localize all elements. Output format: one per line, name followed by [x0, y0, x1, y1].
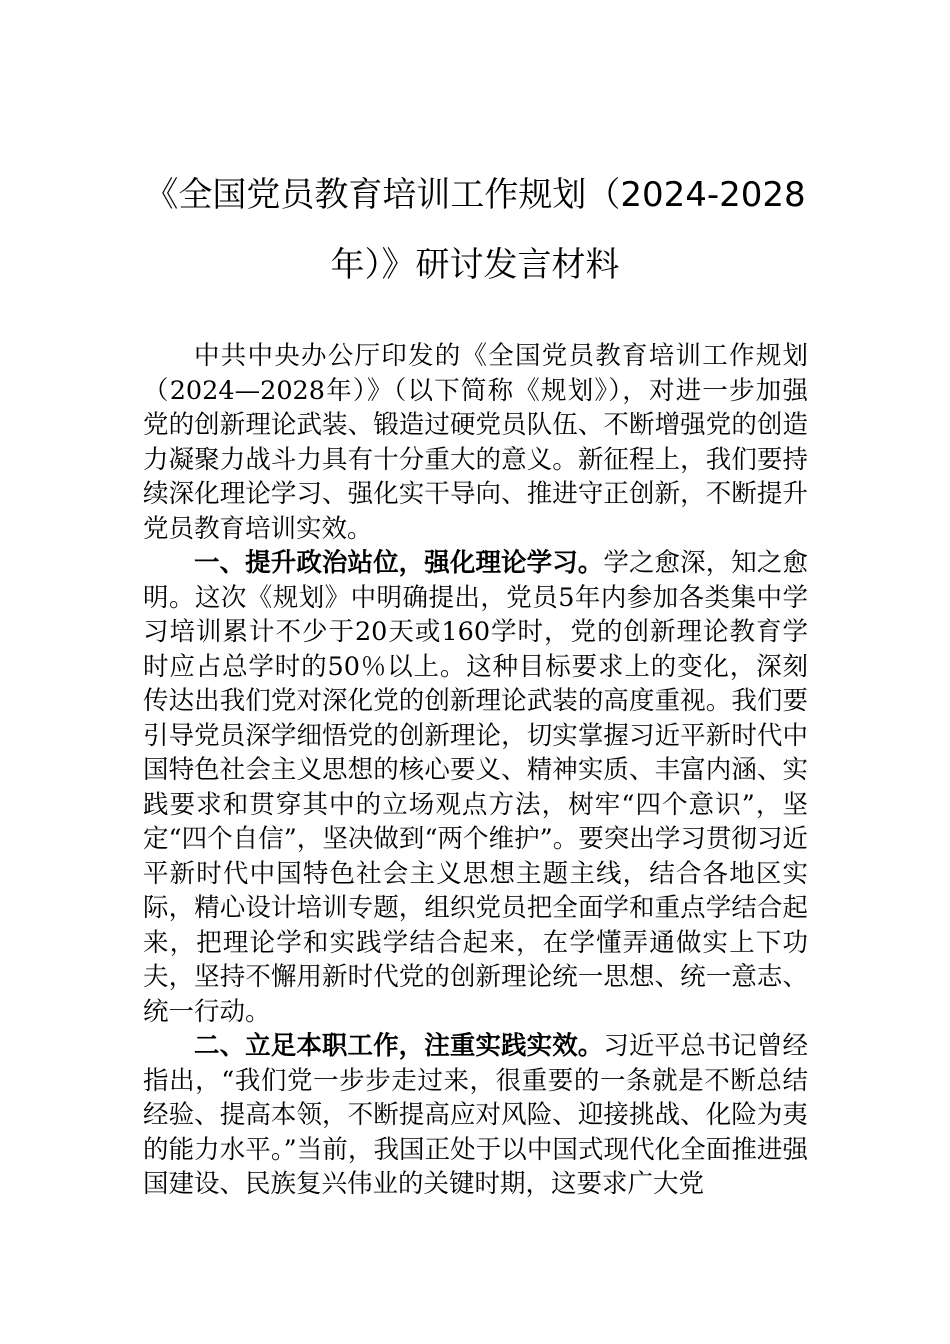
section-2-heading: 二、立足本职工作，注重实践实效。: [194, 1031, 604, 1061]
section-1-heading: 一、提升政治站位，强化理论学习。: [194, 548, 604, 578]
title-line-2: 年）》研讨发言材料: [330, 245, 620, 285]
document-title: [120, 160, 830, 300]
document-body: [143, 339, 808, 1202]
section-2-paragraph: [143, 1029, 808, 1202]
section-1-text: 学之愈深，知之愈明。这次《规划》中明确提出，党员5年内参加各类集中学习培训累计不少于20天或160学时，党的创新理论教育学时应占总学时的50％以上。这种目标要求上的变化，深刻传达出我们党对深化党的创新理论武装的高度重视。我们要引导党员深学细悟党的创新理论，切实掌握习近平新时代中国特色社会主义思想的核心要义、精神实质、丰富内涵、实践要求和贯穿其中的立场观点方法，树牢“四个意识”，坚定“四个自信”，坚决做到“两个维护”。要突出学习贯彻习近平新时代中国特色社会主义思想主题主线，结合各地区实际，精心设计培训专题，组织党员把全面学和重点学结合起来，把理论学和实践学结合起来，在学懂弄通做实上下功夫，坚持不懈用新时代党的创新理论统一思想、统一意志、统一行动。: [143, 548, 808, 1027]
intro-paragraph: 中共中央办公厅印发的《全国党员教育培训工作规划（2024—2028年）》（以下简称《规划》），对进一步加强党的创新理论武装、锻造过硬党员队伍、不断增强党的创造力凝聚力战斗力具有十分重大的意义。新征程上，我们要持续深化理论学习、强化实干导向、推进守正创新，不断提升党员教育培训实效。: [143, 341, 808, 544]
section-1-paragraph: [143, 546, 808, 1029]
section-2-text: 习近平总书记曾经指出，“我们党一步步走过来，很重要的一条就是不断总结经验、提高本领，不断提高应对风险、迎接挑战、化险为夷的能力水平。”当前，我国正处于以中国式现代化全面推进强国建设、民族复兴伟业的关键时期，这要求广大党: [143, 1031, 808, 1199]
title-line-1: 《全国党员教育培训工作规划（2024-2028: [144, 175, 806, 215]
